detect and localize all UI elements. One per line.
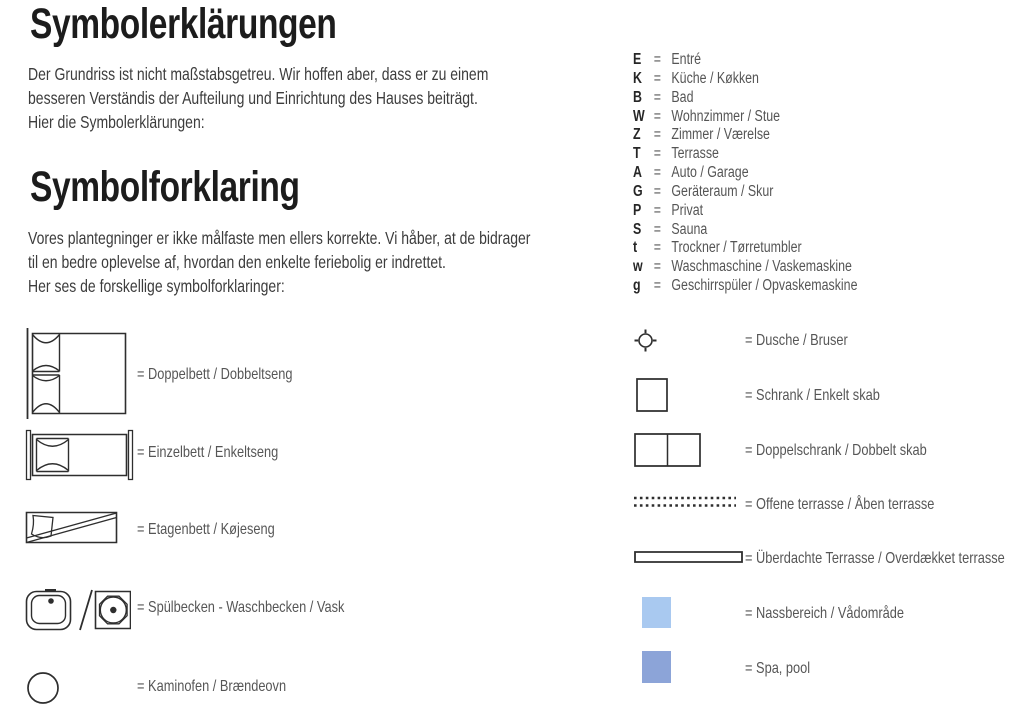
room-code-list: [633, 51, 857, 296]
room-code-row: [633, 70, 857, 89]
room-code-row: [633, 277, 857, 296]
page-title-german: Symbolerklärungen: [30, 0, 337, 48]
legend-label-double-wardrobe: = Doppelschrank / Dobbelt skab: [745, 442, 927, 459]
room-code-row: [633, 145, 857, 164]
room-code-letter: t: [633, 239, 638, 257]
room-code-letter: G: [633, 182, 643, 200]
room-code-meaning: Sauna: [671, 220, 708, 238]
legend-label-open-terrace: = Offene terrasse / Åben terrasse: [745, 496, 935, 513]
intro-dk-line-2: til en bedre oplevelse af, hvordan den enkelte feriebolig er indrettet.: [28, 252, 446, 273]
intro-de-line-3: Hier die Symbolerklärungen:: [28, 112, 205, 133]
wood-stove-icon: [26, 671, 60, 705]
equals-sign: =: [653, 182, 662, 200]
room-code-meaning: Trockner / Tørretumbler: [671, 239, 802, 257]
equals-sign: =: [653, 51, 662, 68]
room-code-meaning: Wohnzimmer / Stue: [671, 107, 781, 125]
equals-sign: =: [653, 201, 662, 219]
single-bed-icon: [25, 429, 134, 481]
page-title-danish: Symbolforklaring: [30, 163, 300, 211]
equals-sign: =: [653, 164, 662, 182]
room-code-row: [633, 258, 857, 277]
spa-pool-icon: [642, 651, 671, 683]
single-wardrobe-icon: [636, 378, 668, 412]
room-code-letter: K: [633, 69, 642, 87]
legend-label-shower: = Dusche / Bruser: [745, 332, 848, 349]
room-code-row: [633, 221, 857, 240]
double-bed-icon: [25, 328, 128, 419]
legend-label-single-wardrobe: = Schrank / Enkelt skab: [745, 387, 880, 404]
room-code-row: [633, 89, 857, 108]
room-code-meaning: Auto / Garage: [671, 164, 749, 182]
room-code-meaning: Bad: [671, 88, 694, 106]
room-code-letter: E: [633, 51, 642, 68]
equals-sign: =: [653, 220, 662, 238]
equals-sign: =: [653, 145, 662, 163]
shower-icon: [633, 328, 658, 353]
room-code-row: [633, 164, 857, 183]
room-code-letter: Z: [633, 126, 641, 144]
equals-sign: =: [653, 69, 662, 87]
room-code-row: [633, 126, 857, 145]
room-code-row: [633, 183, 857, 202]
sink-washbasin-icon: [25, 585, 131, 635]
room-code-letter: W: [633, 107, 645, 125]
legend-label-double-bed: = Doppelbett / Dobbeltseng: [137, 366, 293, 383]
room-code-meaning: Geschirrspüler / Opvaskemaskine: [671, 277, 858, 295]
legend-label-wood-stove: = Kaminofen / Brændeovn: [137, 678, 287, 695]
equals-sign: =: [653, 107, 662, 125]
bunk-bed-icon: [25, 510, 119, 545]
intro-paragraph-danish: [28, 226, 530, 299]
room-code-letter: S: [633, 220, 642, 238]
room-code-row: [633, 202, 857, 221]
intro-de-line-1: Der Grundriss ist nicht maßstabsgetreu. Wir hoffen aber, dass er zu einem: [28, 64, 489, 84]
room-code-row: [633, 51, 857, 70]
intro-paragraph-german: [28, 62, 488, 135]
room-code-letter: g: [633, 277, 641, 295]
legend-label-bunk-bed: = Etagenbett / Køjeseng: [137, 521, 275, 538]
room-code-meaning: Privat: [671, 201, 704, 219]
wet-area-icon: [642, 597, 671, 628]
equals-sign: =: [653, 126, 662, 144]
room-code-meaning: Küche / Køkken: [671, 69, 759, 87]
open-terrace-icon: [634, 495, 736, 509]
equals-sign: =: [653, 88, 662, 106]
legend-label-sink: = Spülbecken - Waschbecken / Vask: [137, 599, 345, 616]
equals-sign: =: [653, 258, 662, 276]
legend-label-single-bed: = Einzelbett / Enkeltseng: [137, 444, 279, 461]
legend-label-spa-pool: = Spa, pool: [745, 660, 811, 677]
room-code-meaning: Zimmer / Værelse: [671, 126, 770, 144]
room-code-letter: P: [633, 201, 642, 219]
room-code-letter: T: [633, 145, 641, 163]
legend-label-covered-terrace: = Überdachte Terrasse / Overdækket terrasse: [745, 550, 1005, 567]
room-code-meaning: Geräteraum / Skur: [671, 182, 774, 200]
room-code-letter: w: [633, 258, 643, 276]
covered-terrace-icon: [634, 551, 743, 563]
room-code-meaning: Waschmaschine / Vaskemaskine: [671, 258, 852, 276]
equals-sign: =: [653, 277, 662, 295]
room-code-row: [633, 108, 857, 127]
room-code-meaning: Entré: [671, 51, 702, 68]
equals-sign: =: [653, 239, 662, 257]
double-wardrobe-icon: [634, 433, 701, 467]
room-code-letter: A: [633, 164, 642, 182]
intro-dk-line-1: Vores plantegninger er ikke målfaste men ellers korrekte. Vi håber, at de bidrager: [28, 228, 531, 248]
intro-de-line-2: besseren Verständis der Aufteilung und Einrichtung des Hauses beiträgt.: [28, 88, 478, 109]
room-code-row: [633, 239, 857, 258]
intro-dk-line-3: Her ses de forskellige symbolforklaringer:: [28, 276, 285, 297]
room-code-meaning: Terrasse: [671, 145, 719, 163]
legend-label-wet-area: = Nassbereich / Vådområde: [745, 605, 905, 622]
room-code-letter: B: [633, 88, 642, 106]
